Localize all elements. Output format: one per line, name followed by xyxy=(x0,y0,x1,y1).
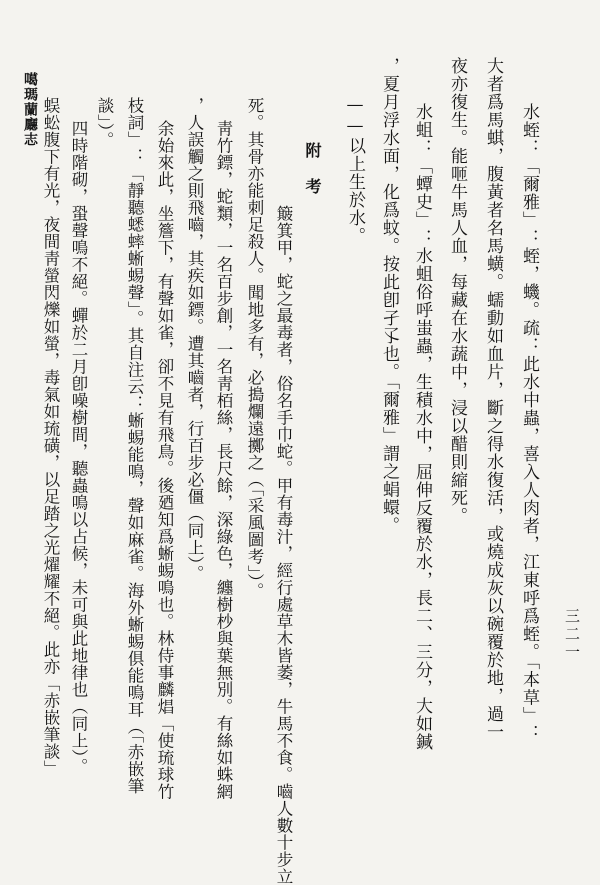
text-column: ，夏月浮水面，化爲蚊。按此卽孑孓也。「爾雅」謂之蜎蠉。 xyxy=(379,57,399,535)
text-column: 談」）。 xyxy=(95,97,114,149)
text-column: 死。其骨亦能刺足殺人。聞地多有，必搗爛遠擲之（「采風圖考」）。 xyxy=(245,97,264,600)
text-column: 蜈蚣腹下有光，夜間靑螢閃爍如螢，毒氣如琉磺，以足踏之光燿耀不絕。此亦「赤嵌筆談」 xyxy=(41,97,60,777)
text-column: 余始來此，坐簷下，有聲如雀，卻不見有飛鳥。後廼知爲蜥蜴鳴也。林侍事麟焻「使琉球竹 xyxy=(155,120,174,800)
text-column: 夜亦復生。能咂牛馬人血，每藏在水蔬中，浸以醋則縮死。 xyxy=(447,57,467,525)
text-column: 枝詞」：「靜聽蟋蟀蜥蜴聲」。其自注云：蜥蜴能鳴，聲如麻雀。海外蜥蜴俱能鳴耳（「赤嵌筆 xyxy=(125,97,144,795)
running-head: 噶瑪蘭廳志 xyxy=(22,72,38,147)
text-column: ——以上生於水。 xyxy=(345,95,365,245)
text-column: ，人誤觸之則飛嚙，其疾如鏢。遭其嚙者，行百步必僵（同上）。 xyxy=(185,97,204,582)
text-column: 水蛆：「蟫史」：水蛆俗呼蚩蟲，生積水中，屈伸反覆於水，長二、三分，大如鍼 xyxy=(412,103,432,751)
text-column: 靑竹鏢，蛇類，一名百步創，一名靑栢絲，長尺餘，深綠色，纏樹杪與葉無別。有絲如蛛網 xyxy=(214,120,233,800)
text-column: 簸箕甲，蛇之最毒者，俗名手巾蛇。甲有毒汁，經行處草木皆萎，牛馬不食。嚙人數十步立 xyxy=(274,205,293,885)
text-column: 大者爲馬蜞，腹黃者名馬蟥。蠕動如血片，斷之得水復活，或燒成灰以碗覆於地，過一 xyxy=(483,57,503,741)
section-heading: 附考 xyxy=(303,142,322,214)
page-number: 三二一 xyxy=(563,608,581,662)
text-column: 四時階砌，蛩聲鳴不絕。蟬於二月卽噪樹間，聽蟲鳴以占候，未可與此地律也（同上）。 xyxy=(69,120,88,775)
text-column: 水蛭：「爾雅」：蛭，蟣。疏：此水中蟲，喜入人肉者，江東呼爲蛭。「本草」： xyxy=(519,103,539,743)
